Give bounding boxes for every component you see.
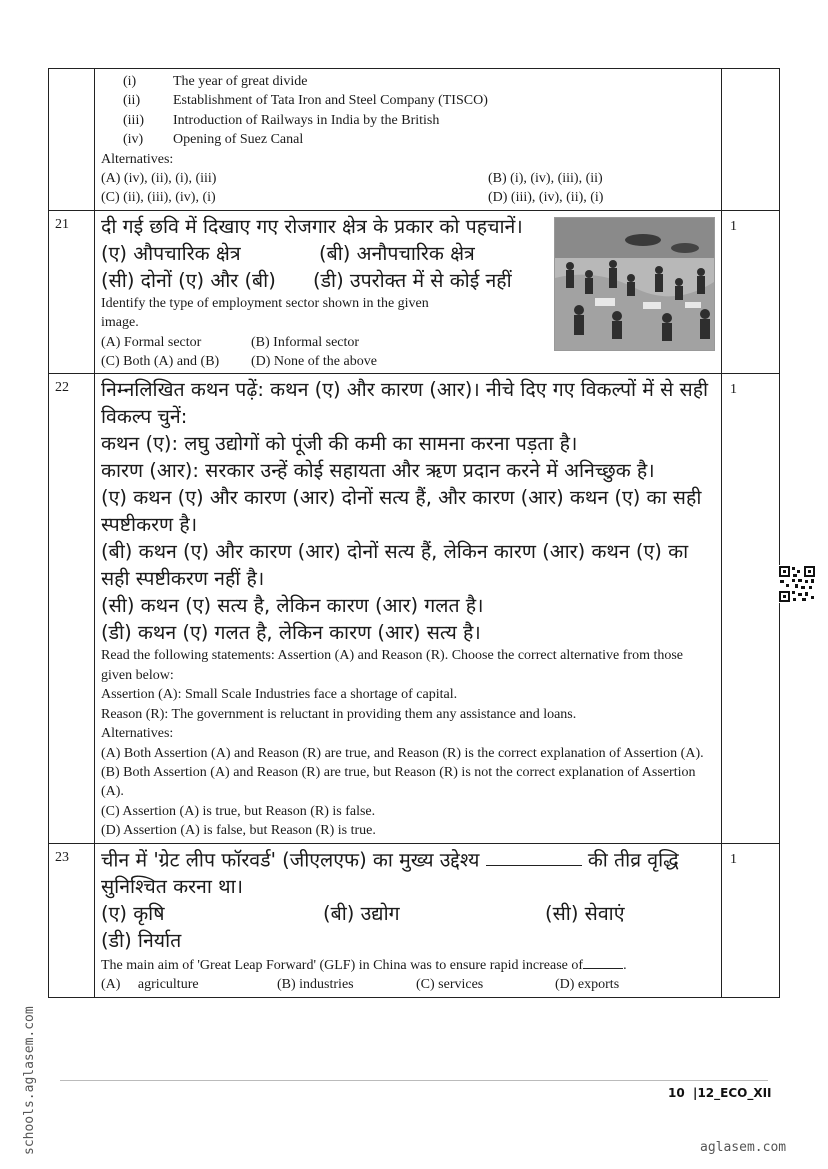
- english-option-b: (B) Informal sector: [251, 334, 360, 350]
- qr-code-icon: [778, 565, 816, 603]
- english-option-a: (A) Both Assertion (A) and Reason (R) are true, and Reason (R) is the correct explanation of Assertion (A).: [101, 745, 704, 761]
- hindi-option-c: (सी) दोनों (ए) और (बी): [101, 268, 276, 292]
- list-item: (ii) Establishment of Tata Iron and Steel Company (TISCO): [123, 93, 488, 109]
- english-option-c: (C) Assertion (A) is true, but Reason (R) is false.: [101, 803, 376, 819]
- hindi-assertion: कथन (ए): लघु उद्योगों को पूंजी की कमी का सामना करना पड़ता है।: [101, 432, 578, 456]
- english-option-a: (A) Formal sector: [101, 334, 202, 350]
- english-option-d: (D) None of the above: [251, 354, 377, 370]
- question-number: 21: [49, 210, 95, 374]
- english-option-b: (B) industries: [277, 977, 354, 993]
- english-option-b: (B) Both Assertion (A) and Reason (R) are true, but Reason (R) is not the correct explanation of Assertion (A).: [101, 764, 696, 800]
- question-table: [48, 68, 780, 998]
- option-d: (D) (iii), (iv), (ii), (i): [488, 190, 604, 206]
- option-a: (A) (iv), (ii), (i), (iii): [101, 171, 217, 187]
- hindi-question: चीन में 'ग्रेट लीप फॉरवर्ड' (जीएलएफ) का मुख्य उद्देश्य की तीव्र वृद्धि सुनिश्चित करना था।: [101, 846, 715, 901]
- hindi-option-b: (बी) अनौपचारिक क्षेत्र: [319, 241, 475, 265]
- hindi-option-b: (बी) उद्योग: [323, 902, 400, 926]
- hindi-instruction: निम्नलिखित कथन पढ़ें: कथन (ए) और कारण (आर)। नीचे दिए गए विकल्पों में से सही विकल्प चुनें:: [101, 378, 709, 429]
- marks-value: 1: [722, 210, 780, 374]
- marks-value: 1: [722, 843, 780, 997]
- english-assertion: Assertion (A): Small Scale Industries face a shortage of capital.: [101, 687, 458, 703]
- english-reason: Reason (R): The government is reluctant in providing them any assistance and loans.: [101, 706, 577, 722]
- alternatives-grid: [101, 169, 715, 208]
- marks-cell: [722, 69, 780, 211]
- hindi-option-d: (डी) निर्यात: [101, 929, 182, 953]
- english-option-d: (D) Assertion (A) is false, but Reason (R) is true.: [101, 823, 376, 839]
- side-watermark: schools.aglasem.com: [22, 1006, 37, 1155]
- question-row-23: [49, 843, 780, 997]
- question-number-cell: [49, 69, 95, 211]
- question-row-22: [49, 374, 780, 843]
- english-option-d: (D) exports: [555, 977, 620, 993]
- question-row-20: [49, 69, 780, 211]
- english-question: Identify the type of employment sector shown in the given image.: [101, 295, 429, 331]
- list-item: (iv) Opening of Suez Canal: [123, 132, 304, 148]
- market-photo: [554, 217, 715, 351]
- option-b: (B) (i), (iv), (iii), (ii): [488, 171, 603, 187]
- hindi-option-a: (ए) कथन (ए) और कारण (आर) दोनों सत्य हैं, और कारण (आर) कथन (ए) का सही स्पष्टीकरण है।: [101, 486, 702, 537]
- answer-blank: [486, 846, 582, 867]
- hindi-option-c: (सी) कथन (ए) सत्य है, लेकिन कारण (आर) गलत है।: [101, 594, 484, 618]
- page-code: 10 |12_ECO_XII: [668, 1086, 772, 1100]
- english-option-c: (C) Both (A) and (B): [101, 354, 220, 370]
- english-option-c: (C) services: [416, 977, 484, 993]
- hindi-option-b: (बी) कथन (ए) और कारण (आर) दोनों सत्य हैं, लेकिन कारण (आर) कथन (ए) का सही स्पष्टीकरण नहीं है।: [101, 540, 689, 591]
- english-instruction: Read the following statements: Assertion (A) and Reason (R). Choose the correct alternative from those given below:: [101, 648, 684, 683]
- alternatives-label: Alternatives:: [101, 726, 174, 742]
- hindi-option-d: (डी) कथन (ए) गलत है, लेकिन कारण (आर) सत्य है।: [101, 621, 481, 645]
- hindi-question: दी गई छवि में दिखाए गए रोजगार क्षेत्र के प्रकार को पहचानें।: [101, 214, 523, 238]
- question-body-23: [95, 843, 722, 997]
- hindi-option-c: (सी) सेवाएं: [545, 902, 625, 926]
- answer-blank: [583, 954, 623, 969]
- question-row-21: [49, 210, 780, 374]
- bottom-watermark: aglasem.com: [700, 1140, 787, 1155]
- hindi-reason: कारण (आर): सरकार उन्हें कोई सहायता और ऋण प्रदान करने में अनिच्छुक है।: [101, 459, 655, 483]
- question-body-21: [95, 210, 722, 374]
- footer-divider: [60, 1080, 768, 1081]
- hindi-option-a: (ए) औपचारिक क्षेत्र: [101, 241, 241, 265]
- list-item: (i) The year of great divide: [123, 74, 308, 89]
- question-number: 23: [49, 843, 95, 997]
- question-body-22: [95, 374, 722, 843]
- question-number: 22: [49, 374, 95, 843]
- option-c: (C) (ii), (iii), (iv), (i): [101, 190, 216, 206]
- question-body-20: [95, 69, 722, 211]
- english-question: The main aim of 'Great Leap Forward' (GLF) in China was to ensure rapid increase of .: [101, 954, 715, 975]
- english-option-a: (A) agriculture: [101, 977, 199, 993]
- hindi-option-d: (डी) उपरोक्त में से कोई नहीं: [313, 268, 512, 292]
- hindi-option-a: (ए) कृषि: [101, 902, 165, 926]
- list-item: (iii) Introduction of Railways in India by the British: [123, 112, 440, 128]
- alternatives-label: Alternatives:: [101, 151, 174, 167]
- marks-value: 1: [722, 374, 780, 843]
